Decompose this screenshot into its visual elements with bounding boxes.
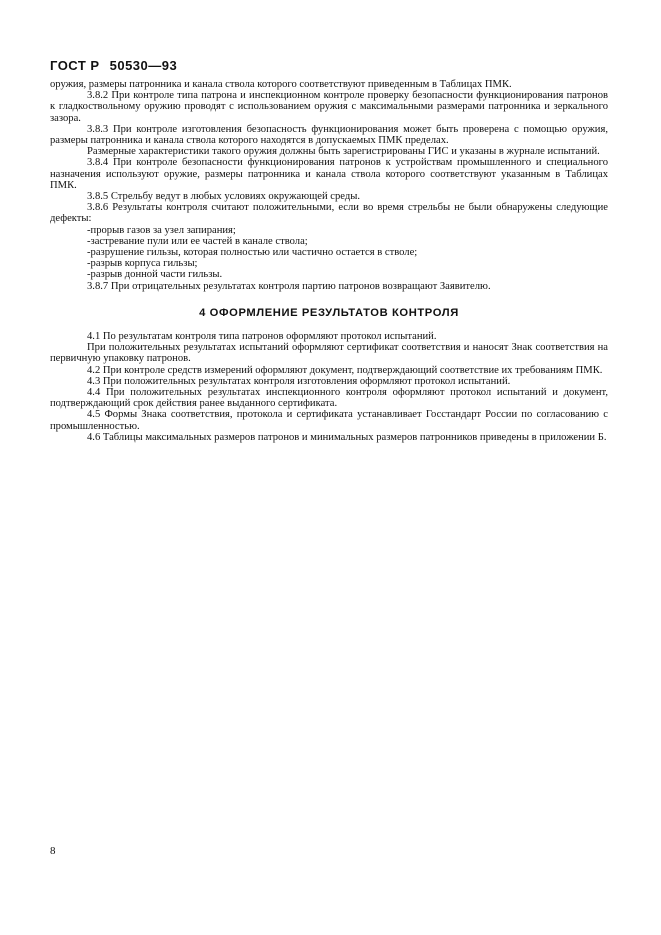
section-4-title: 4 ОФОРМЛЕНИЕ РЕЗУЛЬТАТОВ КОНТРОЛЯ — [199, 306, 459, 319]
defect-list-item: -разрыв корпуса гильзы; — [87, 258, 198, 270]
clause-4-5: 4.5 Формы Знака соответствия, протокола и сертификата устанавливает Госстандарт России по согласованию с промышленностью. — [50, 409, 608, 432]
defect-list-item: -разрушение гильзы, которая полностью или частично остается в стволе; — [87, 247, 418, 259]
clause-3-8-4: 3.8.4 При контроле безопасности функционирования патронов к устройствам промышленного и специального назначения используют оружие, размеры патронника и канала ствола которого соответствуют указанным в Таблицах ПМК. — [50, 157, 608, 191]
defect-list-item: -застревание пули или ее частей в канале ствола; — [87, 235, 308, 247]
page-content — [50, 79, 608, 443]
clause-4-1: 4.1 По результатам контроля типа патронов оформляют протокол испытаний. — [87, 331, 437, 343]
clause-4-2: 4.2 При контроле средств измерений оформляют документ, подтверждающий соответствие их требованиям ПМК. — [87, 364, 603, 376]
standard-number: 50530—93 — [109, 58, 178, 73]
clause-3-8-7: 3.8.7 При отрицательных результатах контроля партию патронов возвращают Заявителю. — [87, 280, 491, 292]
document-header — [50, 58, 177, 73]
clause-3-8-3-note: Размерные характеристики такого оружия должны быть зарегистрированы ГИС и указаны в журнале испытаний. — [87, 146, 600, 158]
clause-3-8-6: 3.8.6 Результаты контроля считают положительными, если во время стрельбы не были обнаружены следующие дефекты: — [50, 202, 608, 225]
paragraph-continuation: оружия, размеры патронника и канала ствола которого соответствуют приведенным в Таблицах ПМК. — [50, 79, 512, 90]
clause-4-3: 4.3 При положительных результатах контроля изготовления оформляют протокол испытаний. — [87, 375, 511, 387]
page-number: 8 — [50, 845, 56, 857]
clause-3-8-3: 3.8.3 При контроле изготовления безопасность функционирования может быть проверена с помощью оружия, размеры патронника и канала ствола которого находятся в допускаемых ПМК пределах. — [50, 123, 608, 147]
gost-label: ГОСТ Р — [50, 58, 100, 73]
clause-4-1-note: При положительных результатах испытаний оформляют сертификат соответствия и наносят Знак соответствия на первичную упаковку патронов. — [50, 342, 608, 365]
defect-list-item: -прорыв газов за узел запирания; — [87, 224, 236, 236]
clause-4-4: 4.4 При положительных результатах инспекционного контроля оформляют протокол испытаний и документ, подтверждающий срок действия ранее выданного сертификата. — [50, 387, 608, 410]
clause-4-6: 4.6 Таблицы максимальных размеров патронов и минимальных размеров патронников приведены в приложении Б. — [87, 431, 607, 443]
defect-list-item: -разрыв донной части гильзы. — [87, 269, 223, 281]
clause-3-8-5: 3.8.5 Стрельбу ведут в любых условиях окружающей среды. — [87, 191, 361, 203]
clause-3-8-2: 3.8.2 При контроле типа патрона и инспекционном контроле проверку безопасности функционирования патронов к гладкоствольному оружию проводят с использованием оружия с максимальными размерами патронника и зеркального зазора. — [50, 90, 608, 124]
